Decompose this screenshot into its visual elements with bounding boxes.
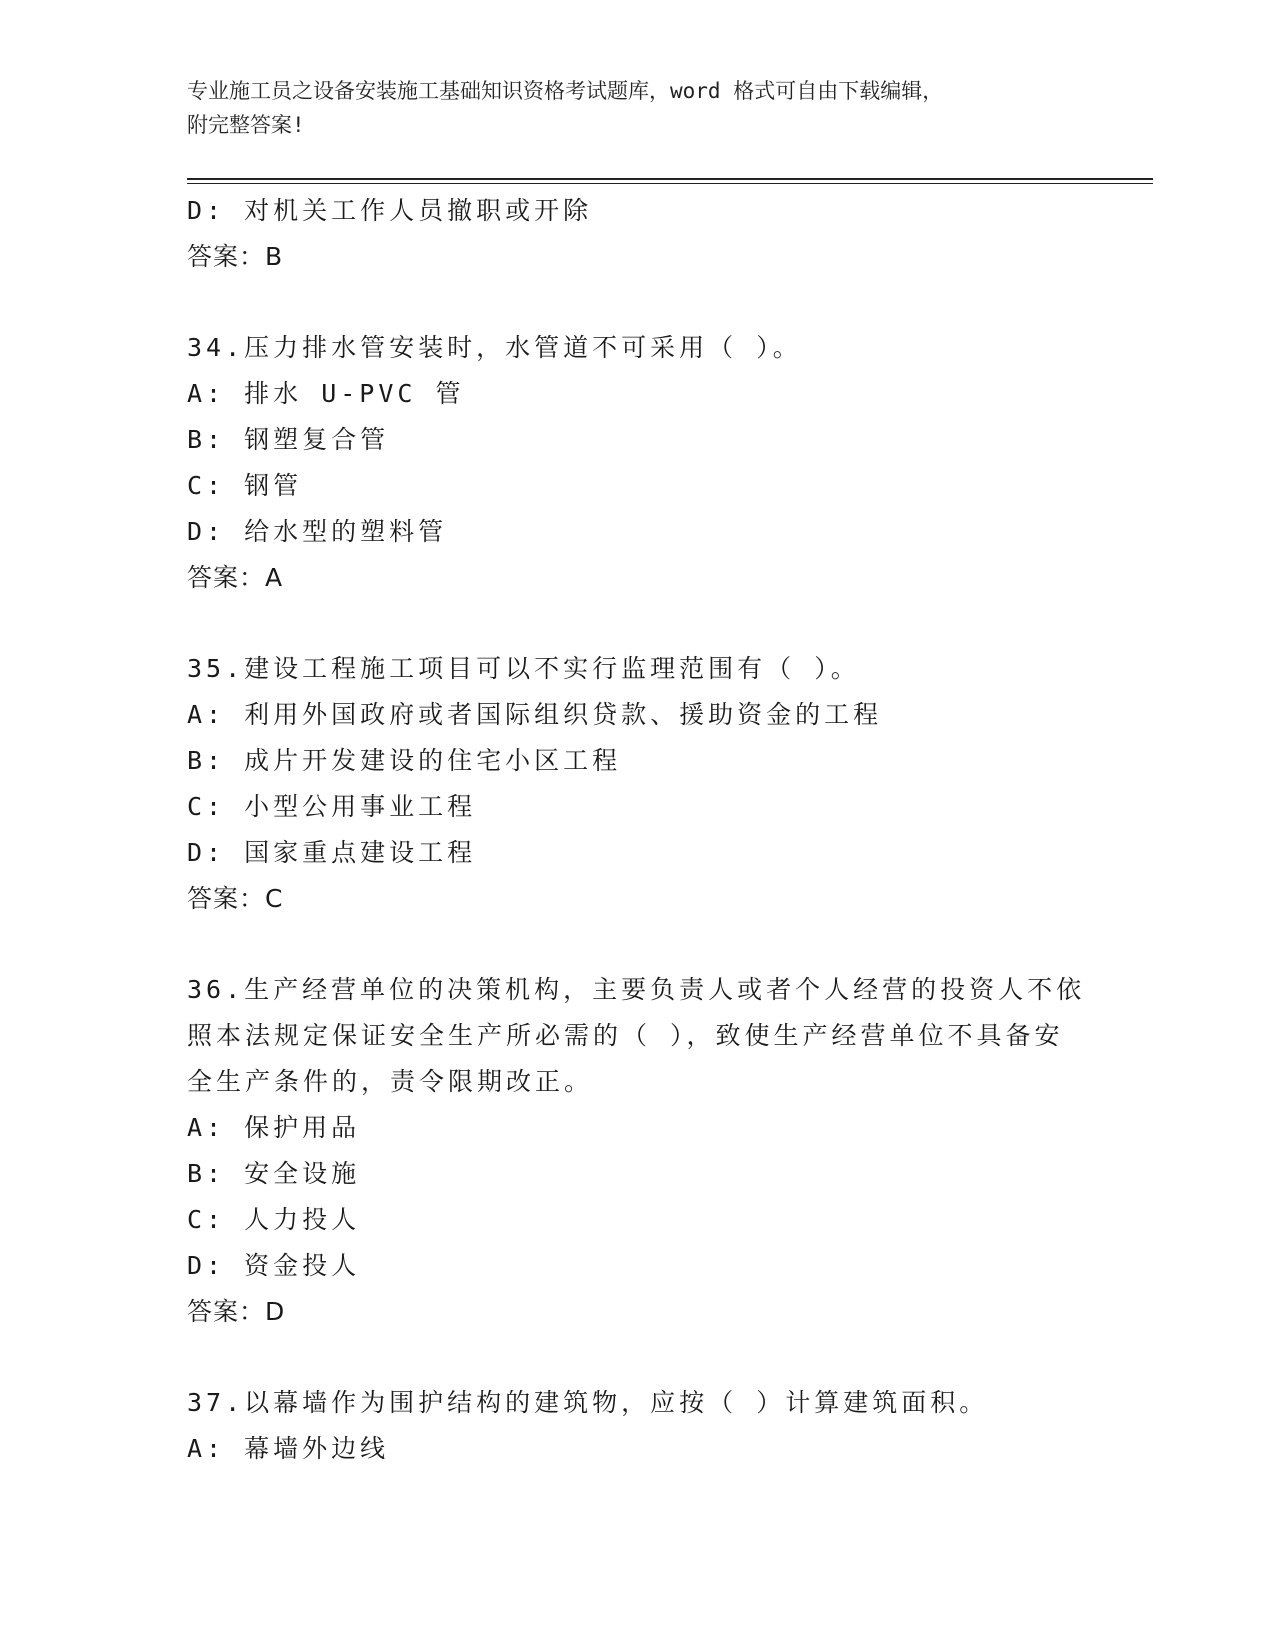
option-b: B: 钢塑复合管 xyxy=(187,425,390,454)
answer-line: 答案：B xyxy=(187,242,284,271)
question-list xyxy=(187,188,1087,1472)
question-stem-line-3: 全生产条件的，责令限期改正。 xyxy=(187,1067,594,1096)
answer-line: 答案：C xyxy=(187,884,284,913)
option-d: D: 资金投人 xyxy=(187,1251,361,1280)
question-stem: 37.以幕墙作为围护结构的建筑物，应按（ ）计算建筑面积。 xyxy=(187,1388,989,1417)
question-block-35 xyxy=(187,646,1087,922)
question-stem-line-1: 36.生产经营单位的决策机构，主要负责人或者个人经营的投资人不依 xyxy=(187,975,1086,1004)
question-stem: 35.建设工程施工项目可以不实行监理范围有（ ）。 xyxy=(187,654,860,683)
question-stem: 34.压力排水管安装时，水管道不可采用（ ）。 xyxy=(187,333,802,362)
option-a: A: 排水 U-PVC 管 xyxy=(187,379,465,408)
option-d: D: 给水型的塑料管 xyxy=(187,517,448,546)
option-a: A: 幕墙外边线 xyxy=(187,1434,390,1463)
option-b: B: 安全设施 xyxy=(187,1159,361,1188)
header-rule-thick xyxy=(187,178,1153,180)
option-b: B: 成片开发建设的住宅小区工程 xyxy=(187,746,622,775)
option-c: C: 钢管 xyxy=(187,471,303,500)
option-c: C: 人力投人 xyxy=(187,1205,361,1234)
question-block-34 xyxy=(187,325,1087,601)
option-d: D: 国家重点建设工程 xyxy=(187,838,477,867)
question-block-36 xyxy=(187,967,1087,1335)
option-d: D: 对机关工作人员撤职或开除 xyxy=(187,196,593,225)
page-header xyxy=(187,74,1087,142)
header-rule-thin xyxy=(187,183,1153,184)
option-a: A: 保护用品 xyxy=(187,1113,361,1142)
question-stem-line-2: 照本法规定保证安全生产所必需的（ ），致使生产经营单位不具备安 xyxy=(187,1021,1064,1050)
option-a: A: 利用外国政府或者国际组织贷款、援助资金的工程 xyxy=(187,700,883,729)
option-c: C: 小型公用事业工程 xyxy=(187,792,477,821)
answer-line: 答案：D xyxy=(187,1297,286,1326)
question-block-37 xyxy=(187,1380,1087,1472)
question-block-33-fragment xyxy=(187,188,1087,280)
header-title-line-1: 专业施工员之设备安装施工基础知识资格考试题库，word 格式可自由下载编辑， xyxy=(187,79,944,103)
header-title-line-2: 附完整答案! xyxy=(187,113,305,137)
answer-line: 答案：A xyxy=(187,563,284,592)
